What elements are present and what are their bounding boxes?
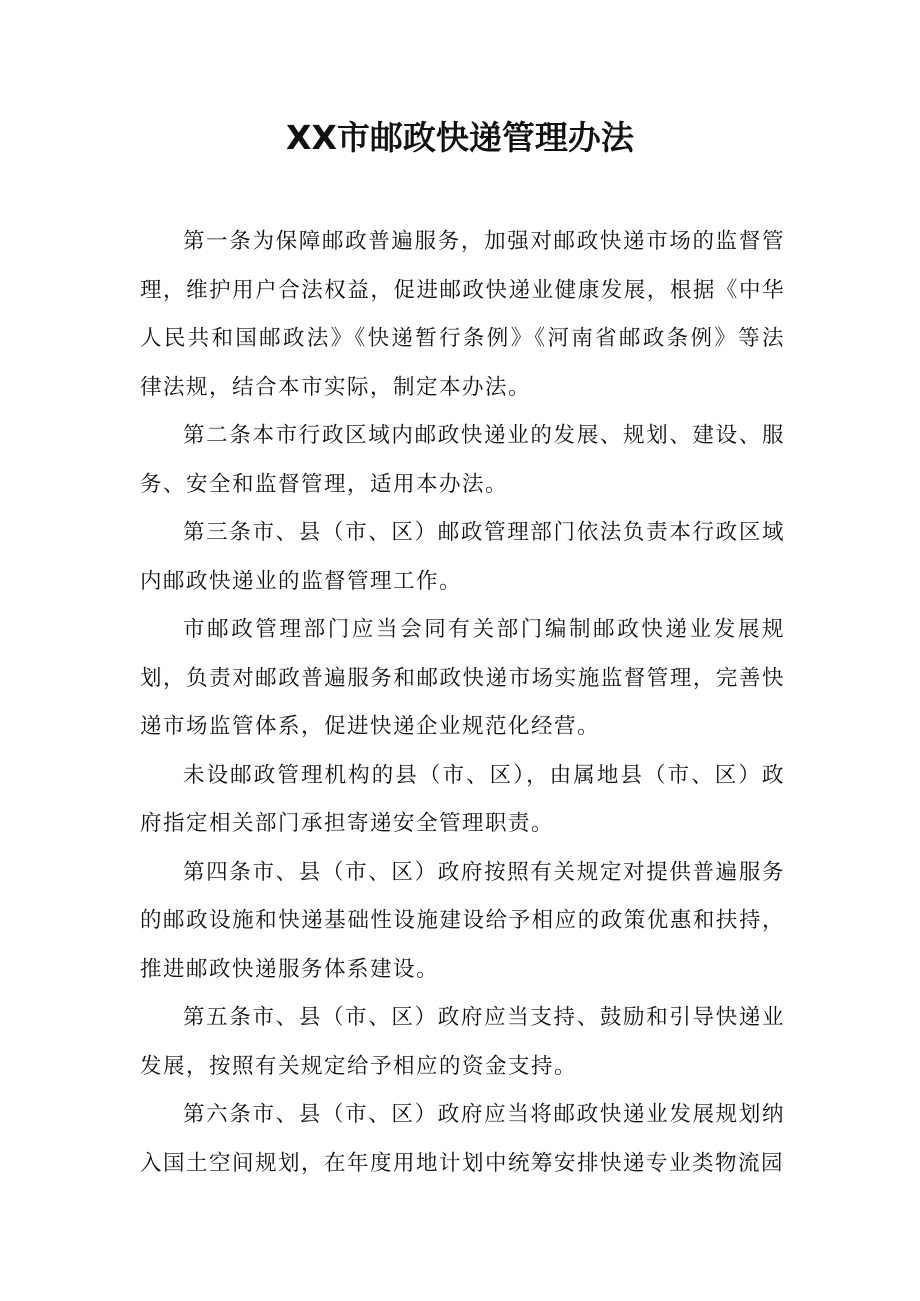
paragraph-article-3-city-duty: 市邮政管理部门应当会同有关部门编制邮政快递业发展规划，负责对邮政普遍服务和邮政快递市场实施监督管理，完善快递市场监管体系，促进快递企业规范化经营。 (140, 617, 785, 739)
document-body (140, 218, 785, 1188)
paragraph-article-2: 第二条本市行政区域内邮政快递业的发展、规划、建设、服务、安全和监督管理，适用本办法。 (140, 423, 785, 497)
paragraph-article-3-county-duty: 未设邮政管理机构的县（市、区），由属地县（市、区）政府指定相关部门承担寄递安全管理职责。 (140, 762, 785, 836)
document-title: XX市邮政快递管理办法 (286, 118, 634, 157)
paragraph-article-4: 第四条市、县（市、区）政府按照有关规定对提供普遍服务的邮政设施和快递基础性设施建设给予相应的政策优惠和扶持，推进邮政快递服务体系建设。 (140, 859, 785, 982)
paragraph-article-5: 第五条市、县（市、区）政府应当支持、鼓励和引导快递业发展，按照有关规定给予相应的资金支持。 (140, 1005, 785, 1079)
paragraph-article-1: 第一条为保障邮政普遍服务，加强对邮政快递市场的监督管理，维护用户合法权益，促进邮政快递业健康发展，根据《中华人民共和国邮政法》《快递暂行条例》《河南省邮政条例》等法律法规，结合本市实际，制定本办法。 (140, 229, 785, 400)
paragraph-article-6: 第六条市、县（市、区）政府应当将邮政快递业发展规划纳入国土空间规划，在年度用地计划中统筹安排快递专业类物流园 (140, 1102, 785, 1176)
paragraph-article-3: 第三条市、县（市、区）邮政管理部门依法负责本行政区域内邮政快递业的监督管理工作。 (140, 520, 785, 594)
